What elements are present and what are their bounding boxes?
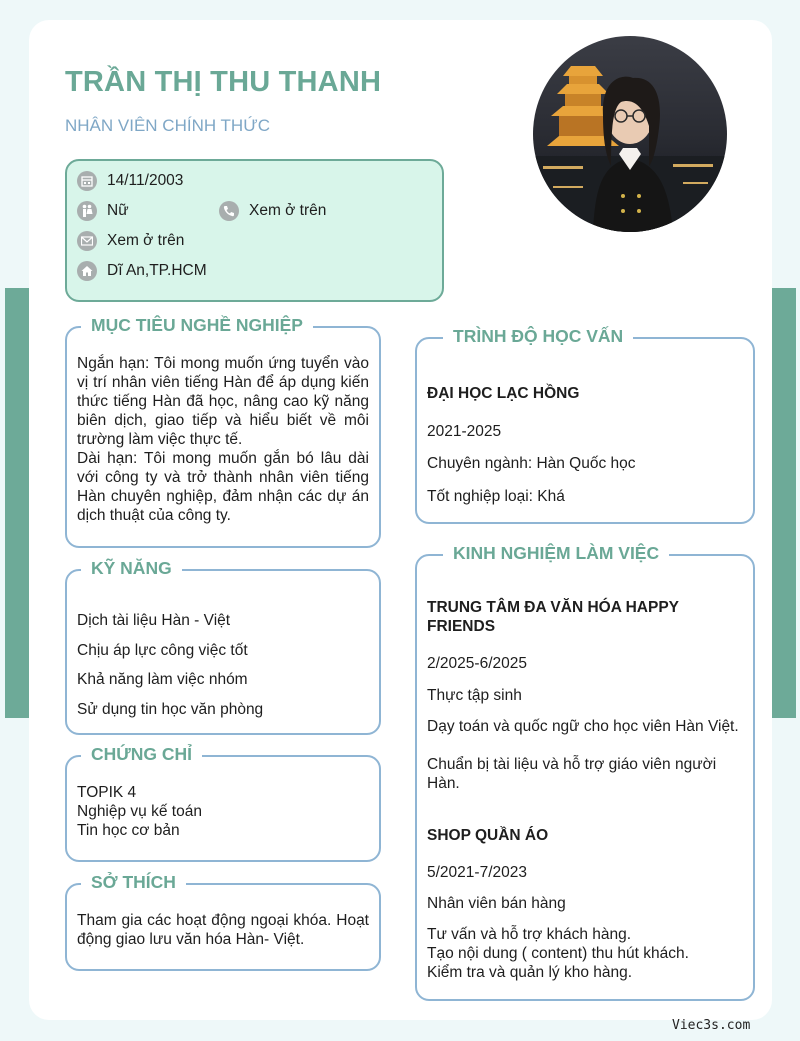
job-duty: Kiểm tra và quản lý kho hàng.: [427, 964, 633, 981]
gender-value: Nữ: [107, 202, 129, 219]
objective-short-term: Ngắn hạn: Tôi mong muốn ứng tuyển vào vị trí nhân viên tiếng Hàn để áp dụng kiến thức tiếng Hàn đã học, nâng cao kỹ năng biên dịch, giao tiếp và hiểu biết về môi trường làm việc thực tế.: [77, 355, 369, 448]
certificate-item: TOPIK 4: [77, 784, 137, 801]
skill-item: Chịu áp lực công việc tốt: [77, 642, 248, 659]
education-major: Chuyên ngành: Hàn Quốc học: [427, 455, 636, 472]
skill-item: Sử dụng tin học văn phòng: [77, 701, 264, 718]
hobbies-section: [65, 872, 381, 971]
left-decor-band: [5, 288, 29, 718]
job-role: Thực tập sinh: [427, 687, 522, 704]
contact-info-panel: [65, 159, 444, 302]
hobbies-title: SỞ THÍCH: [81, 872, 186, 893]
job-role: Nhân viên bán hàng: [427, 895, 566, 912]
birthday-value: 14/11/2003: [107, 172, 184, 189]
certificates-section: [65, 744, 381, 862]
education-section: [415, 326, 755, 524]
phone-value: Xem ở trên: [249, 202, 327, 219]
skill-item: Khả năng làm việc nhóm: [77, 671, 248, 688]
gender-icon: [77, 201, 97, 221]
career-objective-section: [65, 315, 381, 548]
job-company: TRUNG TÂM ĐA VĂN HÓA HAPPY FRIENDS: [427, 599, 679, 635]
certificate-item: Tin học cơ bản: [77, 822, 180, 839]
education-title: TRÌNH ĐỘ HỌC VẤN: [443, 326, 633, 347]
gender-row: [77, 201, 129, 221]
job-company: SHOP QUẦN ÁO: [427, 827, 549, 844]
job-duty: Dạy toán và quốc ngữ cho học viên Hàn Việt.: [427, 718, 739, 735]
calendar-icon: [77, 171, 97, 191]
experience-title: KINH NGHIỆM LÀM VIỆC: [443, 543, 669, 564]
candidate-position: NHÂN VIÊN CHÍNH THỨC: [65, 116, 270, 135]
profile-photo: [533, 36, 727, 232]
job-duty: Chuẩn bị tài liệu và hỗ trợ giáo viên người Hàn.: [427, 756, 717, 792]
certificates-title: CHỨNG CHỈ: [81, 744, 202, 765]
phone-icon: [219, 201, 239, 221]
job-duty: Tạo nội dung ( content) thu hút khách.: [427, 945, 689, 962]
skills-title: KỸ NĂNG: [81, 558, 182, 579]
address-value: Dĩ An,TP.HCM: [107, 262, 207, 279]
phone-row: [219, 201, 326, 221]
birthday-row: [77, 171, 183, 191]
school-name: ĐẠI HỌC LẠC HỒNG: [427, 385, 580, 402]
skills-section: [65, 558, 381, 735]
right-decor-band: [772, 288, 796, 718]
job-period: 2/2025-6/2025: [427, 655, 527, 672]
skill-item: Dịch tài liệu Hàn - Việt: [77, 612, 231, 629]
envelope-icon: [77, 231, 97, 251]
candidate-name: TRẦN THỊ THU THANH: [65, 66, 382, 98]
certificate-item: Nghiệp vụ kế toán: [77, 803, 202, 820]
address-row: [77, 261, 207, 281]
objective-long-term: Dài hạn: Tôi mong muốn gắn bó lâu dài với công ty và trở thành nhân viên tiếng Hàn chuyên nghiệp, đảm nhận các dự án dịch thuật của công ty.: [77, 450, 369, 524]
email-row: [77, 231, 184, 251]
job-duty: Tư vấn và hỗ trợ khách hàng.: [427, 926, 632, 943]
site-watermark: Viec3s.com: [672, 1018, 751, 1033]
education-grade: Tốt nghiệp loại: Khá: [427, 488, 565, 505]
job-period: 5/2021-7/2023: [427, 864, 527, 881]
education-years: 2021-2025: [427, 423, 502, 440]
hobbies-text: Tham gia các hoạt động ngoại khóa. Hoạt động giao lưu văn hóa Hàn- Việt.: [77, 912, 369, 948]
email-value: Xem ở trên: [107, 232, 185, 249]
career-objective-title: MỤC TIÊU NGHỀ NGHIỆP: [81, 315, 313, 336]
home-icon: [77, 261, 97, 281]
experience-section: [415, 543, 755, 1001]
